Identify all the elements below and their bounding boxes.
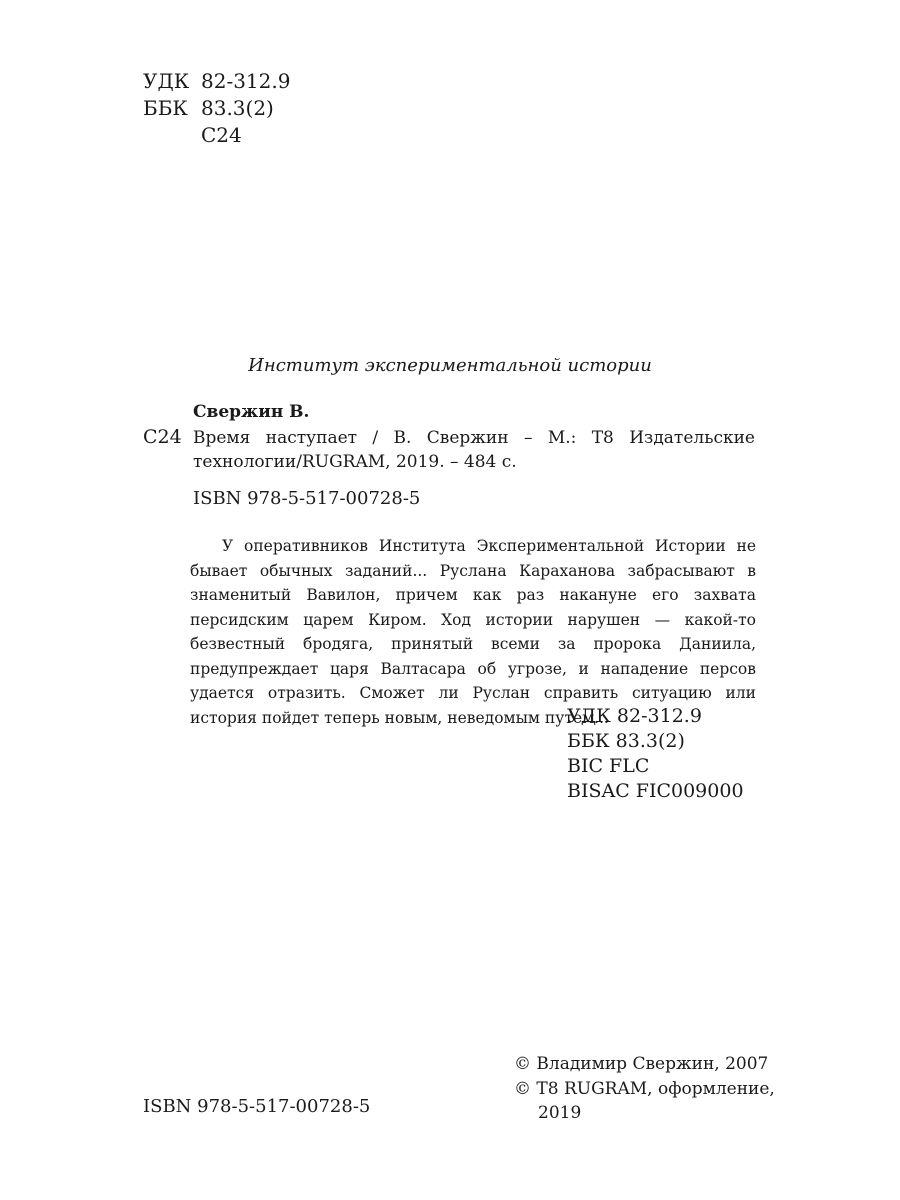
copyright-publisher: © Т8 RUGRAM, оформление, bbox=[514, 1078, 775, 1099]
copyright-author: © Владимир Свержин, 2007 bbox=[514, 1054, 769, 1074]
classification-codes-bottom bbox=[567, 704, 744, 804]
udk-row bbox=[143, 68, 290, 95]
udk-value: 82-312.9 bbox=[201, 69, 291, 93]
bbk-code: ББК 83.3(2) bbox=[567, 730, 685, 752]
bbk-label: ББК bbox=[143, 96, 188, 120]
cutter-code: С24 bbox=[201, 123, 242, 147]
classification-codes-top bbox=[143, 68, 290, 149]
isbn-bottom: ISBN 978-5-517-00728-5 bbox=[143, 1096, 371, 1117]
udk-code: УДК 82-312.9 bbox=[567, 705, 702, 727]
bisac-code: BISAC FIC009000 bbox=[567, 780, 744, 802]
book-abstract: У оперативников Института Экспериментальной Истории не бывает обычных заданий... Руслана Караханова забрасывают в знаменитый Вавилон, причем как раз накануне его захвата персидским царем Киром. Ход истории нарушен — какой-то безвестный бродяга, принятый всеми за пророка Даниила, предупреждает царя Валтасара об угрозе, и нападение персов удается отразить. Сможет ли Руслан справить ситуацию или история пойдет теперь новым, неведомым путем... bbox=[190, 537, 756, 727]
cutter-row bbox=[143, 122, 290, 149]
bbk-value: 83.3(2) bbox=[201, 96, 274, 120]
series-title: Институт экспериментальной истории bbox=[248, 355, 652, 376]
cutter-mark: С24 bbox=[143, 426, 182, 448]
author-name: Свержин В. bbox=[193, 402, 310, 422]
copyright-year: 2019 bbox=[538, 1103, 582, 1123]
bic-code: BIC FLC bbox=[567, 755, 650, 777]
copyright-block bbox=[514, 1052, 775, 1126]
bibliographic-description: Время наступает / В. Свержин – М.: Т8 Издательские технологии/RUGRAM, 2019. – 484 с. bbox=[193, 428, 755, 472]
isbn-main: ISBN 978-5-517-00728-5 bbox=[193, 488, 421, 509]
bbk-row bbox=[143, 95, 290, 122]
udk-label: УДК bbox=[143, 69, 190, 93]
